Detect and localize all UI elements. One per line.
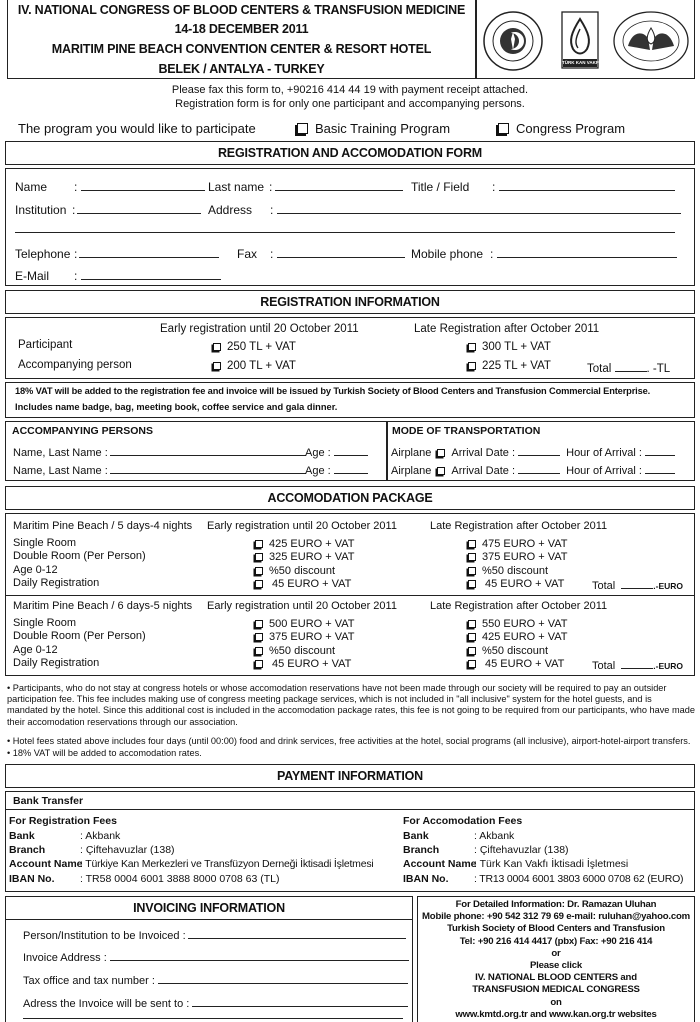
pay-right-iban-label: IBAN No. [403, 873, 449, 885]
pay-right-heading: For Accomodation Fees [403, 815, 523, 827]
contact-line-2[interactable]: Mobile phone: +90 542 312 79 69 e-mail: ruluhan@yahoo.com [422, 911, 690, 923]
participant-label: Participant [18, 339, 73, 351]
price: 500 EURO + VAT [269, 618, 355, 630]
checkbox[interactable] [468, 620, 476, 628]
pay-right-bank: : Akbank [474, 830, 515, 842]
contact-line-10[interactable]: www.kmtd.org.tr and www.kan.org.tr websites [455, 1008, 657, 1020]
congress-program-checkbox[interactable] [498, 123, 509, 134]
participant-early-option[interactable] [213, 341, 296, 353]
pay-left-iban: : TR58 0004 6001 3888 8000 0708 63 (TL) [80, 873, 280, 885]
checkbox[interactable] [255, 567, 263, 575]
reg-late-heading: Late Registration after October 2011 [414, 323, 600, 335]
contact-line-6: Please click [529, 960, 582, 971]
basic-training-label: Basic Training Program [315, 121, 451, 136]
bank-transfer-label: Bank Transfer [13, 795, 84, 807]
header-line4: BELEK / ANTALYA - TURKEY [158, 62, 325, 76]
transport-row-2[interactable] [391, 463, 675, 477]
hour-label: Hour of Arrival : [566, 465, 642, 477]
checkbox[interactable] [255, 553, 263, 561]
transfusion-society-logo [612, 10, 690, 72]
invoice-send[interactable] [23, 996, 408, 1010]
hour-field[interactable] [645, 445, 675, 456]
package-2-row-label: Age 0-12 [13, 643, 58, 656]
package-2-late-option[interactable] [468, 658, 564, 670]
transport-title: MODE OF TRANSPORTATION [392, 425, 541, 437]
package-2-late-option[interactable] [468, 631, 568, 643]
fax-field[interactable]: : [270, 247, 405, 261]
fax-label: Fax [237, 247, 258, 261]
package-2-row-label: Double Room (Per Person) [13, 630, 146, 643]
congress-program-label: Congress Program [516, 121, 626, 136]
arrival-field[interactable] [518, 445, 560, 456]
package-2-late-option[interactable] [468, 618, 568, 630]
package-1-early-option[interactable] [255, 578, 351, 590]
participant-late-option[interactable] [468, 341, 551, 353]
invoicing-title: INVOICING INFORMATION [133, 901, 285, 915]
package-2-row-label: Daily Registration [13, 656, 100, 669]
total-field[interactable] [621, 658, 653, 669]
total-unit: .-EURO [653, 580, 683, 591]
checkbox[interactable] [213, 362, 221, 370]
total-unit: . -TL [646, 363, 671, 375]
price: 200 TL + VAT [227, 360, 296, 372]
accompanying-late-option[interactable] [468, 360, 551, 372]
email-label: E-Mail [15, 269, 50, 283]
price: %50 discount [482, 644, 549, 657]
checkbox[interactable] [468, 660, 476, 668]
vat-note-line1: 18% VAT will be added to the registration fee and invoice will be issued by Turkish Society of Blood Centers and Transfusion Commercial Enterprise. [15, 386, 651, 396]
acc-name-label: Name, Last Name : [13, 465, 108, 477]
checkbox[interactable] [468, 647, 476, 655]
pay-right-account: : Türk Kan Vakfı İktisadi İşletmesi [474, 858, 629, 870]
package-1-total[interactable] [592, 578, 683, 592]
hour-field[interactable] [645, 463, 675, 474]
reg-form-title: REGISTRATION AND ACCOMODATION FORM [217, 146, 482, 160]
price: 45 EURO + VAT [272, 657, 352, 670]
header-line3: MARITIM PINE BEACH CONVENTION CENTER & RESORT HOTEL [51, 42, 432, 56]
checkbox[interactable] [213, 343, 221, 351]
basic-training-checkbox[interactable] [297, 123, 308, 134]
contact-line-4: Tel: +90 216 414 4417 (pbx) Fax: +90 216 414 [459, 935, 653, 947]
package-2-total[interactable] [592, 658, 683, 672]
mobile-label: Mobile phone [411, 247, 484, 261]
invoice-person-label: Person/Institution to be Invoiced : [23, 930, 186, 942]
price: %50 discount [269, 644, 336, 657]
total-unit: .-EURO [653, 660, 683, 671]
price: 45 EURO + VAT [485, 577, 565, 590]
price: 550 EURO + VAT [482, 618, 568, 630]
header-line1: IV. NATIONAL CONGRESS OF BLOOD CENTERS & TRANSFUSION MEDICINE [17, 3, 466, 17]
package-1-early-option[interactable] [255, 538, 355, 550]
reg-early-heading: Early registration until 20 October 2011 [160, 323, 359, 335]
accompanying-early-option[interactable] [213, 360, 296, 372]
price: 375 EURO + VAT [269, 631, 355, 644]
package-2-name: Maritim Pine Beach / 6 days-5 nights [13, 600, 193, 612]
checkbox[interactable] [255, 660, 263, 668]
package-1-late-heading: Late Registration after October 2011 [430, 520, 608, 532]
institution-label: Institution [15, 203, 67, 217]
checkbox[interactable] [468, 540, 476, 548]
price: 325 EURO + VAT [269, 551, 355, 564]
package-2-early-option[interactable] [255, 631, 355, 643]
package-1-row-label: Daily Registration [13, 576, 100, 589]
acc-person-1[interactable] [13, 445, 306, 459]
package-1-late-option[interactable] [468, 551, 568, 563]
vat-note-line2: Includes name badge, bag, meeting book, coffee service and gala dinner. [15, 402, 338, 412]
accom-title: ACCOMODATION PACKAGE [267, 491, 433, 505]
invoice-tax-field[interactable] [158, 973, 408, 984]
invoice-address-label: Invoice Address : [23, 952, 107, 964]
acc-age-2[interactable] [305, 463, 368, 477]
checkbox[interactable] [468, 362, 476, 370]
package-2-early-option[interactable] [255, 658, 351, 670]
mobile-field[interactable]: : [490, 247, 677, 261]
checkbox[interactable] [468, 580, 476, 588]
airplane-checkbox[interactable] [437, 449, 445, 457]
checkbox[interactable] [468, 553, 476, 561]
header-line2: 14-18 DECEMBER 2011 [174, 22, 309, 36]
last-name-field[interactable]: : [269, 180, 403, 194]
pay-left-branch-label: Branch [9, 844, 46, 856]
accompanying-title: ACCOMPANYING PERSONS [12, 425, 153, 437]
invoice-person-field[interactable] [188, 928, 406, 939]
pay-right-branch: : Çiftehavuzlar (138) [474, 844, 569, 856]
acc-age-label: Age : [305, 465, 331, 477]
title-field-input[interactable]: : [492, 180, 675, 194]
price: 425 EURO + VAT [482, 631, 568, 644]
title-field-label: Title / Field [411, 180, 470, 194]
arrival-label: Arrival Date : [451, 447, 515, 459]
package-1-row-label: Age 0-12 [13, 563, 58, 576]
pay-right-iban: : TR13 0004 6001 3803 6000 0708 62 (EURO) [474, 873, 684, 885]
total-label: Total [592, 579, 616, 592]
checkbox[interactable] [255, 540, 263, 548]
price: %50 discount [269, 564, 336, 577]
acc-age-field[interactable] [334, 445, 368, 456]
acc-name-field[interactable] [110, 445, 306, 456]
checkbox[interactable] [255, 647, 263, 655]
pay-left-bank-label: Bank [9, 830, 35, 842]
fax-note-line2: Registration form is for only one participant and accompanying persons. [175, 98, 525, 110]
price: %50 discount [482, 564, 549, 577]
address-field-line2[interactable] [15, 232, 675, 233]
package-2-late-option[interactable] [468, 645, 548, 657]
pay-left-branch: : Çiftehavuzlar (138) [80, 844, 175, 856]
pay-right-branch-label: Branch [403, 844, 440, 856]
checkbox[interactable] [468, 567, 476, 575]
total-label: Total [592, 659, 616, 672]
pay-right-bank-label: Bank [403, 830, 429, 842]
price: 475 EURO + VAT [482, 538, 568, 550]
arrival-label: Arrival Date : [451, 465, 515, 477]
acc-age-field[interactable] [334, 463, 368, 474]
airplane-label: Airplane [391, 447, 432, 459]
accom-divider [5, 595, 695, 596]
price: 375 EURO + VAT [482, 551, 568, 564]
invoice-address-field[interactable] [110, 950, 409, 961]
acc-name-label: Name, Last Name : [13, 447, 108, 459]
arrival-field[interactable] [518, 463, 560, 474]
contact-line-5: or [551, 947, 561, 959]
invoice-person[interactable] [23, 928, 406, 942]
accompanying-label: Accompanying person [18, 359, 132, 371]
acc-person-2[interactable] [13, 463, 306, 477]
package-1-row-label: Single Room [13, 537, 76, 549]
airplane-label: Airplane [391, 465, 432, 477]
payment-title: PAYMENT INFORMATION [277, 769, 423, 783]
package-1-name: Maritim Pine Beach / 5 days-4 nights [13, 520, 193, 532]
transport-row-1[interactable] [391, 445, 675, 459]
package-1-early-heading: Early registration until 20 October 2011 [207, 520, 397, 532]
airplane-checkbox[interactable] [437, 467, 445, 475]
pay-right-account-label: Account Name [403, 858, 477, 870]
institution-field[interactable]: : [72, 203, 201, 217]
invoice-send-field-line2[interactable] [23, 1018, 403, 1019]
email-field[interactable]: : [74, 269, 221, 283]
pay-left-account-label: Account Name [9, 858, 83, 870]
telephone-label: Telephone [15, 247, 71, 261]
price: 225 TL + VAT [482, 360, 551, 372]
package-2-early-heading: Early registration until 20 October 2011 [207, 600, 397, 612]
checkbox[interactable] [255, 633, 263, 641]
package-1-row-label: Double Room (Per Person) [13, 550, 146, 563]
note-vat: • 18% VAT will be added to accomodation rates. [7, 748, 202, 758]
package-1-late-option[interactable] [468, 538, 568, 550]
address-label: Address [208, 203, 253, 217]
package-2-early-option[interactable] [255, 645, 335, 657]
contact-line-3: Turkish Society of Blood Centers and Transfusion [447, 923, 665, 935]
contact-line-7: IV. NATIONAL BLOOD CENTERS and [475, 972, 637, 984]
price: 45 EURO + VAT [485, 657, 565, 670]
acc-age-1[interactable] [305, 445, 368, 459]
program-label: The program you would like to participate [18, 121, 256, 136]
invoice-send-field[interactable] [192, 996, 408, 1007]
turk-kan-vakfi-label: TÜRK KAN VAKFI [562, 60, 600, 65]
invoice-send-label: Adress the Invoice will be sent to : [23, 998, 190, 1010]
contact-line-1: For Detailed Information: Dr. Ramazan Uluhan [455, 899, 657, 910]
checkbox[interactable] [468, 633, 476, 641]
total-label: Total [587, 363, 612, 375]
name-label: Name [15, 180, 48, 194]
package-2-early-option[interactable] [255, 618, 355, 630]
ministry-seal-logo [482, 10, 544, 72]
package-2-late-heading: Late Registration after October 2011 [430, 600, 608, 612]
pay-left-bank: : Akbank [80, 830, 121, 842]
checkbox[interactable] [468, 343, 476, 351]
address-field[interactable]: : [270, 203, 681, 217]
congress-program-option[interactable] [498, 121, 625, 136]
bank-transfer-divider [5, 809, 695, 810]
contact-line-9: on [550, 996, 562, 1008]
price: 300 TL + VAT [482, 341, 551, 353]
package-1-early-option[interactable] [255, 551, 355, 563]
pay-left-iban-label: IBAN No. [9, 873, 55, 885]
note-hotel-fees: • Hotel fees stated above includes four days (until 00:00) food and drink services, free activities at the hotel, social programs (all inclusive), airport-hotel-airport transfers. [7, 736, 691, 746]
invoice-tax-label: Tax office and tax number : [23, 975, 155, 987]
telephone-field[interactable]: : [74, 247, 219, 261]
pay-left-account: : Türkiye Kan Merkezleri ve Transfüzyon Derneği İktisadi İşletmesi [80, 858, 374, 870]
price: 250 TL + VAT [227, 341, 296, 353]
invoice-address[interactable] [23, 950, 409, 964]
hour-label: Hour of Arrival : [566, 447, 642, 459]
price: 45 EURO + VAT [272, 577, 352, 590]
total-field[interactable] [615, 361, 647, 372]
last-name-label: Last name [208, 180, 265, 194]
checkbox[interactable] [255, 580, 263, 588]
checkbox[interactable] [255, 620, 263, 628]
invoice-tax[interactable] [23, 973, 408, 987]
pay-left-heading: For Registration Fees [9, 815, 117, 827]
package-1-early-option[interactable] [255, 565, 335, 577]
reg-info-title: REGISTRATION INFORMATION [260, 295, 440, 309]
total-field[interactable] [621, 578, 653, 589]
package-1-late-option[interactable] [468, 565, 548, 577]
package-1-late-option[interactable] [468, 578, 564, 590]
note-outsider-fee: • Participants, who do not stay at congress hotels or whose accomodation reservations have not been made through our society will be required to pay an outsider participation fee. This fee includes making use of congress meeting package services, which is not included in "all inclusive" system for the hotel guests, and is mandated by the hotel. Since this additional cost is included in the accomodation package rates, this fee is not going to be required from our participants, who have made their accomodation reservations through our association. [7, 683, 695, 727]
reg-total[interactable] [587, 361, 670, 375]
price: 425 EURO + VAT [269, 538, 355, 550]
acc-name-field[interactable] [110, 463, 306, 474]
package-2-row-label: Single Room [13, 617, 76, 629]
acc-age-label: Age : [305, 447, 331, 459]
name-field[interactable]: : [74, 180, 205, 194]
basic-training-option[interactable] [297, 121, 450, 136]
fax-note-line1: Please fax this form to, +90216 414 44 19 with payment receipt attached. [171, 84, 529, 96]
contact-line-8: TRANSFUSION MEDICAL CONGRESS [472, 984, 640, 996]
